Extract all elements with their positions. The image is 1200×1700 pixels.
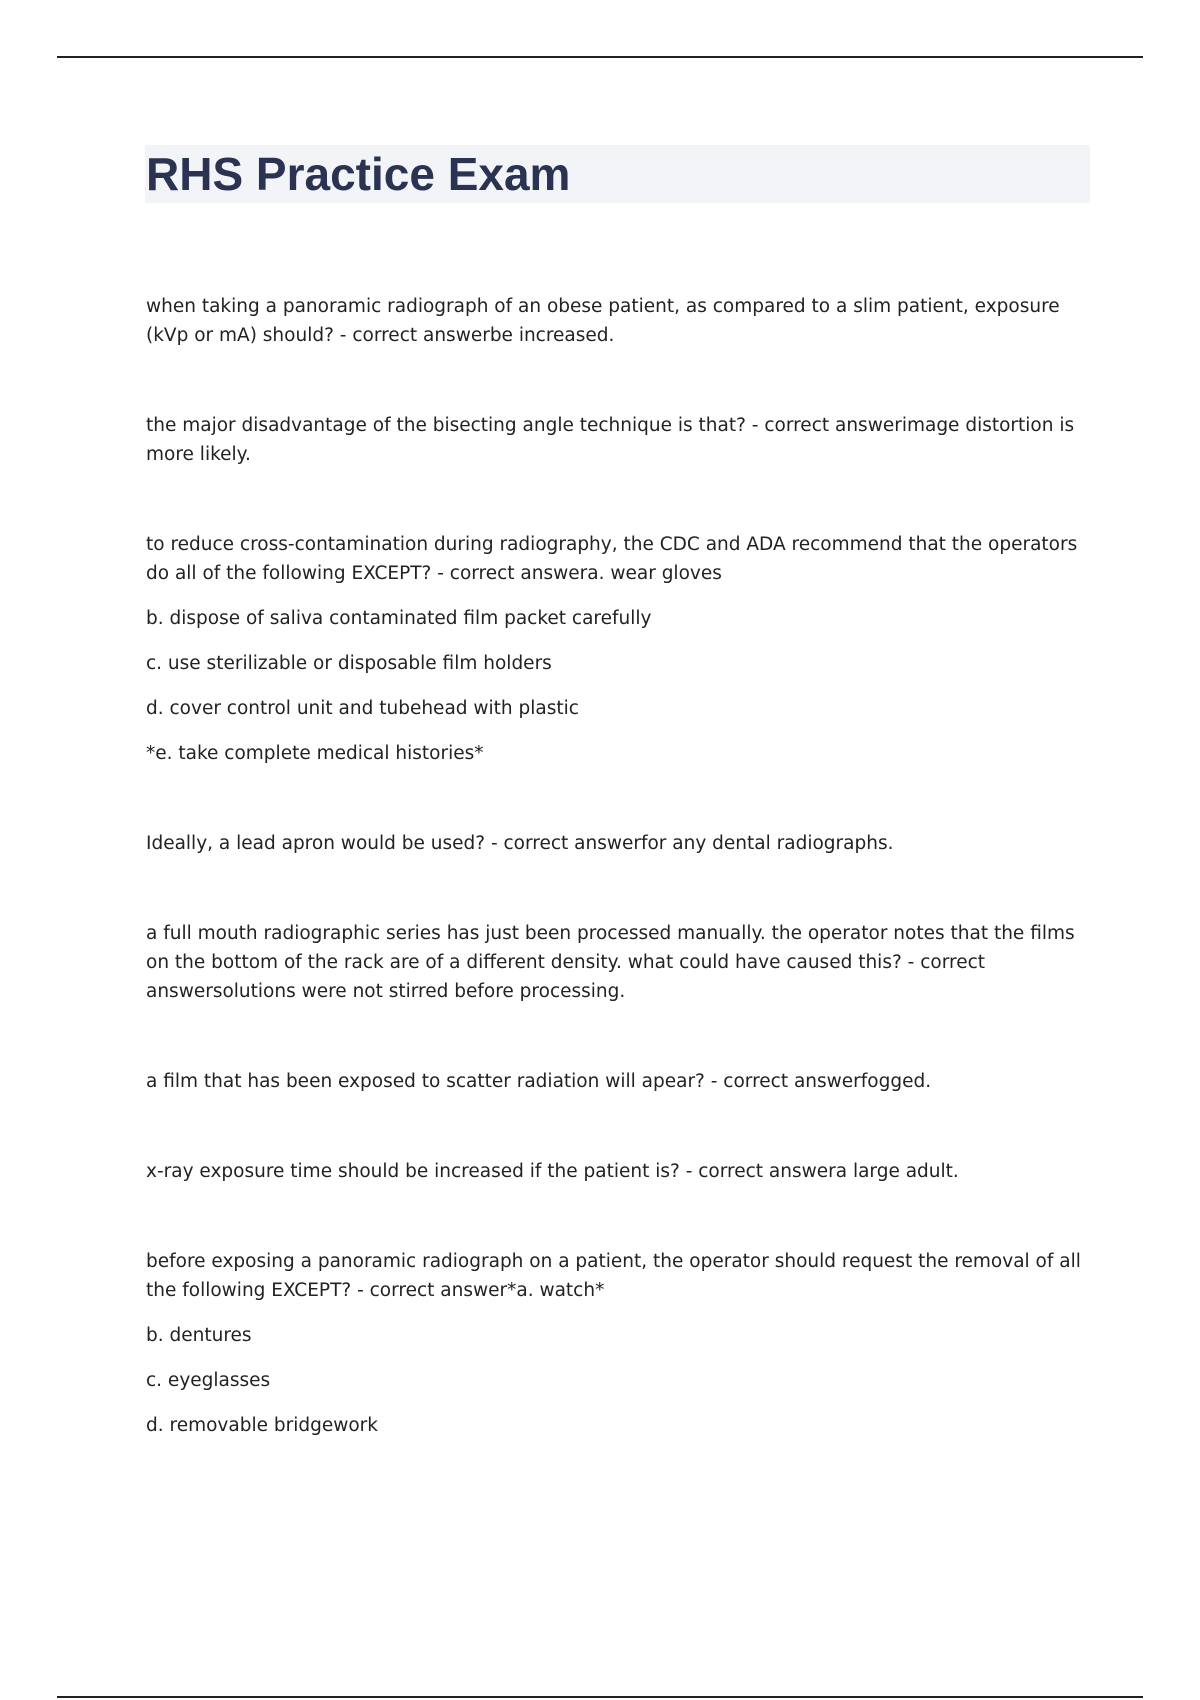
answer-option: b. dispose of saliva contaminated film packet carefully [146,608,652,629]
qa-item-2 [146,411,1091,469]
qa-item-1 [146,292,1091,350]
qa-item-4 [146,829,1091,858]
question-text: a film that has been exposed to scatter radiation will apear? - correct answerfogged. [146,1071,932,1092]
question-text: the major disadvantage of the bisecting angle technique is that? - correct answerimage distortion is more likely. [146,415,1075,465]
answer-option: c. use sterilizable or disposable film holders [146,653,552,674]
answer-option: b. dentures [146,1325,252,1346]
question-text: x-ray exposure time should be increased if the patient is? - correct answera large adult. [146,1161,959,1182]
question-text: to reduce cross-contamination during radiography, the CDC and ADA recommend that the operators do all of the following EXCEPT? - correct answera. wear gloves [146,534,1078,584]
qa-item-7 [146,1157,1091,1186]
question-text: a full mouth radiographic series has just been processed manually. the operator notes that the films on the bottom of the rack are of a different density. what could have caused this? - correct answersolutions were not stirred before processing. [146,923,1075,1002]
answer-option: c. eyeglasses [146,1370,271,1391]
top-divider [57,56,1143,58]
answer-option: d. cover control unit and tubehead with plastic [146,698,579,719]
question-text: when taking a panoramic radiograph of an obese patient, as compared to a slim patient, exposure (kVp or mA) should? - correct answerbe increased. [146,296,1060,346]
answer-option: *e. take complete medical histories* [146,743,484,764]
qa-item-8 [146,1247,1091,1440]
qa-item-5 [146,919,1091,1006]
qa-item-3 [146,530,1091,768]
answer-option: d. removable bridgework [146,1415,378,1436]
question-text: before exposing a panoramic radiograph on a patient, the operator should request the removal of all the following EXCEPT? - correct answer*a. watch* [146,1251,1081,1301]
qa-item-6 [146,1067,1091,1096]
qa-list [146,292,1091,1501]
question-text: Ideally, a lead apron would be used? - correct answerfor any dental radiographs. [146,833,894,854]
bottom-divider [57,1696,1143,1698]
page-title: RHS Practice Exam [146,148,571,200]
